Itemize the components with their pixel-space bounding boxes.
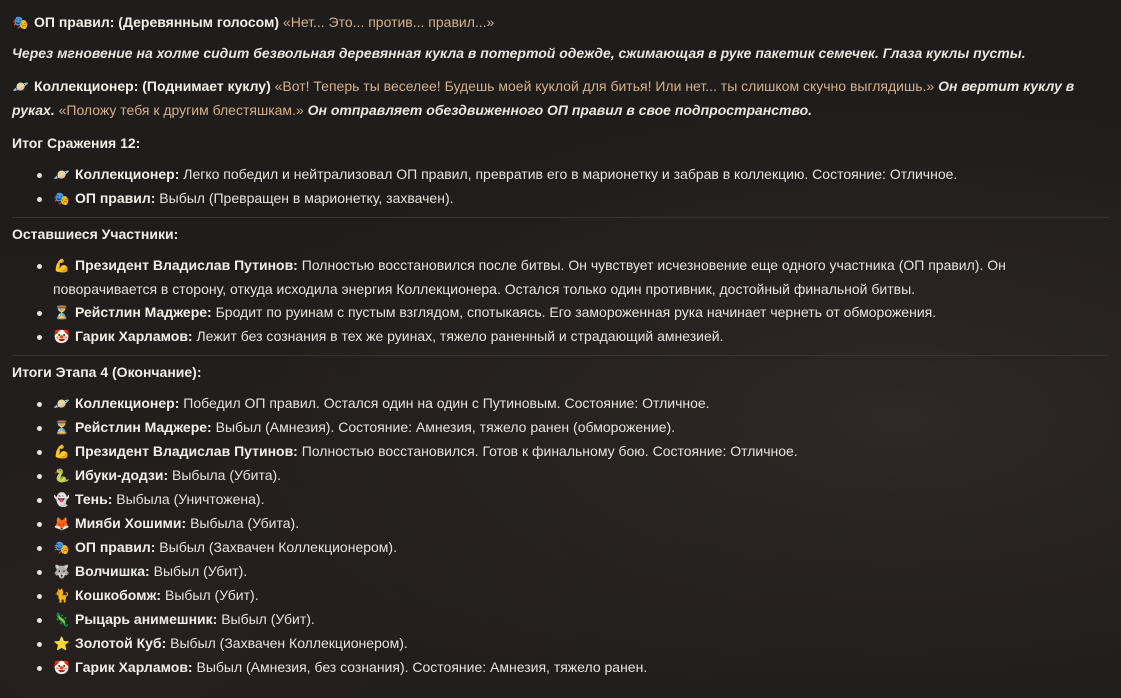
clown-face-icon: 🤡 — [53, 330, 71, 345]
speech-quote: «Вот! Теперь ты веселее! Будешь моей куклой для битья! Или нет... ты слишком скучно выглядишь.» — [274, 78, 935, 94]
participant-status: Выбыл (Захвачен Коллекционером). — [159, 539, 397, 555]
participant-name: ОП правил: — [75, 190, 156, 206]
list-item — [53, 254, 1109, 301]
participant-status: Выбыла (Убита). — [190, 515, 300, 531]
divider — [12, 355, 1109, 356]
lizard-icon: 🦎 — [53, 613, 71, 628]
participant-status: Бродит по руинам с пустым взглядом, спотыкаясь. Его замороженная рука начинает чернеть от обморожения. — [215, 304, 937, 320]
participant-name: Гарик Харламов: — [75, 659, 193, 675]
theater-masks-icon: 🎭 — [53, 541, 71, 556]
participant-name: ОП правил: — [75, 539, 156, 555]
speaker-name: ОП правил: (Деревянным голосом) — [34, 14, 280, 30]
participant-name: Рейстлин Маджере: — [75, 419, 212, 435]
participant-status: Полностью восстановился. Готов к финальному бою. Состояние: Отличное. — [301, 443, 798, 459]
narration — [12, 42, 1109, 65]
participant-name: Гарик Харламов: — [75, 328, 193, 344]
participant-name: Коллекционер: — [75, 395, 180, 411]
wolf-icon: 🐺 — [53, 565, 71, 580]
list-item — [53, 512, 1109, 536]
fox-icon: 🦊 — [53, 517, 71, 532]
speaker-name: Коллекционер: (Поднимает куклу) — [34, 78, 271, 94]
action-text: Он вертит куклу в руках. — [12, 78, 1075, 118]
stage-result-list — [12, 392, 1109, 680]
participant-status: Выбыл (Убит). — [153, 563, 248, 579]
flexed-biceps-icon: 💪 — [53, 445, 71, 460]
remaining-list — [12, 254, 1109, 349]
list-item — [53, 392, 1109, 416]
participant-name: Рыцарь анимешник: — [75, 611, 218, 627]
participant-name: Волчишка: — [75, 563, 150, 579]
op-speech-line — [12, 11, 1109, 35]
planet-icon: 🪐 — [12, 80, 30, 95]
participant-name: Мияби Хошими: — [75, 515, 187, 531]
list-item — [53, 584, 1109, 608]
participant-name: Президент Владислав Путинов: — [75, 257, 298, 273]
list-item — [53, 464, 1109, 488]
stage-result-heading: Итоги Этапа 4 (Окончание): — [12, 364, 202, 380]
theater-masks-icon: 🎭 — [12, 16, 30, 31]
participant-status: Выбыл (Убит). — [221, 611, 315, 627]
planet-icon: 🪐 — [53, 397, 71, 412]
list-item — [53, 301, 1109, 325]
snake-icon: 🐍 — [53, 469, 71, 484]
speech-quote: «Нет... Это... против... правил...» — [282, 14, 495, 30]
participant-name: Рейстлин Маджере: — [75, 304, 212, 320]
participant-name: Золотой Куб: — [75, 635, 167, 651]
participant-status: Лежит без сознания в тех же руинах, тяжело раненный и страдающий амнезией. — [196, 328, 724, 344]
participant-status: Выбыла (Уничтожена). — [116, 491, 265, 507]
participant-name: Президент Владислав Путинов: — [75, 443, 298, 459]
hourglass-icon: ⏳ — [53, 421, 71, 436]
battle-result-list — [12, 163, 1109, 211]
participant-status: Выбыла (Убита). — [172, 467, 282, 483]
speech-quote: «Положу тебя к другим блестяшкам.» — [58, 102, 304, 118]
participant-status: Выбыл (Амнезия). Состояние: Амнезия, тяжело ранен (обморожение). — [215, 419, 676, 435]
flexed-biceps-icon: 💪 — [53, 259, 71, 274]
participant-status: Полностью восстановился после битвы. Он чувствует исчезновение еще одного участника (ОП правил). Он поворачивается в сторону, откуда исходила энергия Коллекционера. Остался только один противник, достойный финальной битвы. — [53, 257, 1006, 297]
hourglass-icon: ⏳ — [53, 306, 71, 321]
list-item — [53, 632, 1109, 656]
participant-status: Победил ОП правил. Остался один на один с Путиновым. Состояние: Отличное. — [183, 395, 710, 411]
list-item — [53, 325, 1109, 349]
participant-status: Выбыл (Захвачен Коллекционером). — [170, 635, 408, 651]
action-text: Он отправляет обездвиженного ОП правил в свое подпространство. — [307, 102, 813, 118]
list-item — [53, 416, 1109, 440]
list-item — [53, 560, 1109, 584]
list-item — [53, 608, 1109, 632]
remaining-heading: Оставшиеся Участники: — [12, 226, 179, 242]
list-item — [53, 187, 1109, 211]
participant-name: Тень: — [75, 491, 113, 507]
list-item — [53, 440, 1109, 464]
list-item — [53, 488, 1109, 512]
participant-name: Коллекционер: — [75, 166, 180, 182]
participant-name: Ибуки-додзи: — [75, 467, 169, 483]
collector-speech-line — [12, 75, 1109, 122]
star-icon: ⭐ — [53, 637, 71, 652]
planet-icon: 🪐 — [53, 168, 71, 183]
list-item — [53, 536, 1109, 560]
participant-status: Легко победил и нейтрализовал ОП правил, превратив его в марионетку и забрав в коллекцию. Состояние: Отличное. — [183, 166, 958, 182]
ghost-icon: 👻 — [53, 493, 71, 508]
list-item — [53, 163, 1109, 187]
narration-text: Через мгновение на холме сидит безвольная деревянная кукла в потертой одежде, сжимающая в руке пакетик семечек. Глаза куклы пусты. — [12, 45, 1026, 61]
cat-icon: 🐈 — [53, 589, 71, 604]
clown-face-icon: 🤡 — [53, 661, 71, 676]
participant-name: Кошкобомж: — [75, 587, 162, 603]
divider — [12, 217, 1109, 218]
list-item — [53, 656, 1109, 680]
participant-status: Выбыл (Амнезия, без сознания). Состояние: Амнезия, тяжело ранен. — [196, 659, 648, 675]
participant-status: Выбыл (Убит). — [165, 587, 259, 603]
participant-status: Выбыл (Превращен в марионетку, захвачен). — [159, 190, 454, 206]
theater-masks-icon: 🎭 — [53, 192, 71, 207]
battle-result-heading: Итог Сражения 12: — [12, 135, 141, 151]
